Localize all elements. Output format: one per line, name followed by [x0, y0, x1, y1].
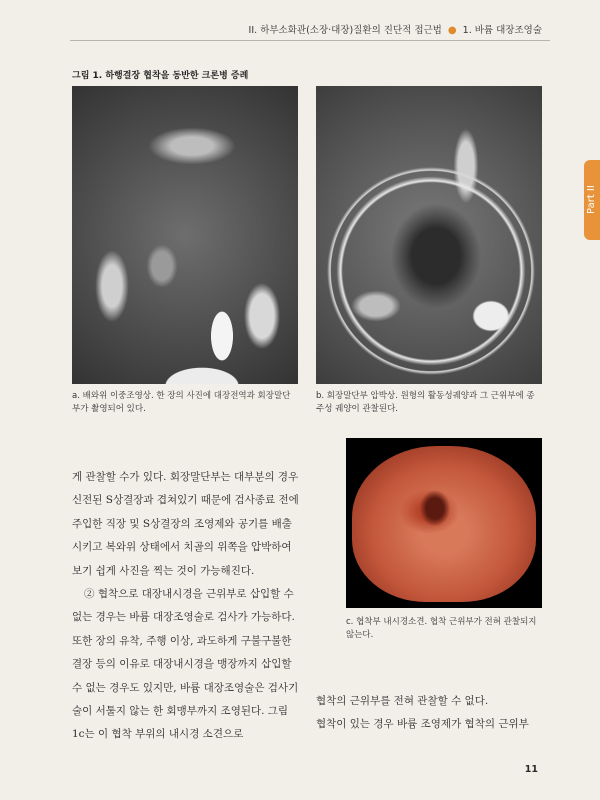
endoscopy-lumen: [352, 446, 536, 602]
header-chapter: 1. 바륨 대장조영술: [462, 25, 542, 36]
xray-image-a: [72, 86, 298, 384]
body-paragraph-1: 게 관찰할 수가 있다. 회장말단부는 대부분의 경우 신전된 S상결장과 겹쳐있기 때문에 검사종료 전에 주입한 직장 및 S상결장의 조영제와 공기를 배출시키고 복와위 상태에서 치골의 위쪽을 압박하여 보기 쉽게 사진을 찍는 것이 가능해진다.: [72, 471, 299, 577]
body-column-right: [316, 690, 546, 737]
body-paragraph-2: ② 협착으로 대장내시경을 근위부로 삽입할 수 없는 경우는 바륨 대장조영술로 검사가 가능하다. 또한 장의 유착, 주행 이상, 과도하게 구불구불한 결장 등의 이유로 대장내시경을 맹장까지 삽입할 수 없는 경우도 있지만, 바륨 대장조영술은 검사기술이 서툴지 않는 한 회맹부까지 조영된다. 그림 1c는 이 협착 부위의 내시경 소견으로: [72, 588, 299, 741]
header-section: II. 하부소화관(소장·대장)질환의 진단적 접근법: [248, 25, 442, 36]
figure-caption-c: c. 협착부 내시경소견. 협착 근위부가 전혀 관찰되지 않는다.: [346, 617, 537, 640]
body-line-right-1: 협착의 근위부를 전혀 관찰할 수 없다.: [316, 695, 489, 707]
figure-title: 그림 1. 하행결장 협착을 동반한 크론병 증례: [72, 71, 249, 81]
part-tab-label: Part II: [586, 185, 597, 214]
body-column-left: [72, 466, 302, 747]
endoscopy-image-c: [346, 438, 542, 608]
figure-caption-a: a. 배와위 이중조영상. 한 장의 사진에 대장전역과 회장말단부가 촬영되어 있다.: [72, 391, 291, 414]
body-line-right-2: 협착이 있는 경우 바륨 조영제가 협착의 근위부: [316, 718, 529, 731]
xray-image-b: [316, 86, 542, 384]
figure-caption-b: b. 회장말단부 압박상. 원형의 활동성궤양과 그 근위부에 종주성 궤양이 관찰된다.: [316, 391, 535, 414]
part-tab: [584, 160, 600, 240]
bullet-dot-icon: ●: [447, 25, 457, 36]
header-divider: [70, 40, 550, 41]
running-header: [249, 22, 542, 36]
page-number: 11: [524, 764, 538, 775]
